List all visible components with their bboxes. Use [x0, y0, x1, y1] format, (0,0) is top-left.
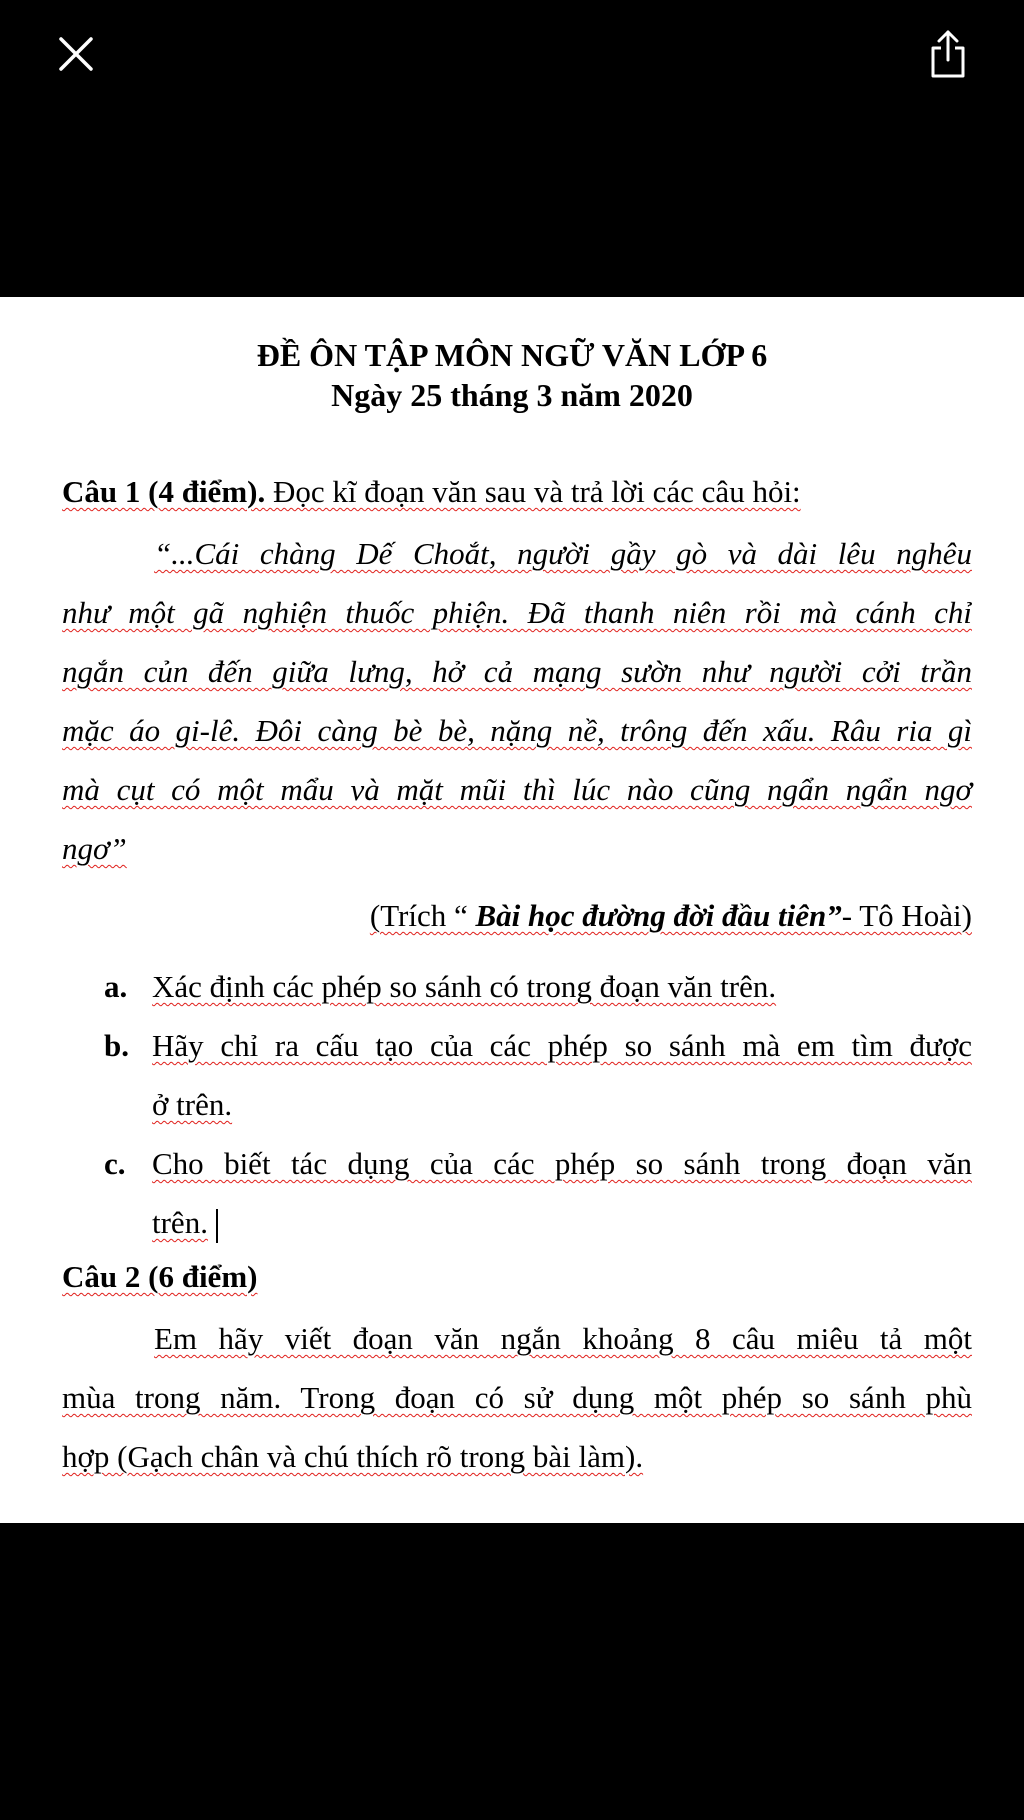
prompt-line: mùa trong năm. Trong đoạn có sử dụng một phép so sánh phù	[62, 1380, 972, 1415]
passage-line: mà cụt có một mẩu và mặt mũi thì lúc nào cũng ngẩn ngẩn ngơ	[62, 772, 972, 807]
passage-line: mặc áo gi-lê. Đôi càng bè bè, nặng nề, trông đến xấu. Râu ria gì	[62, 713, 972, 748]
task-item	[104, 1134, 972, 1252]
task-text: Cho biết tác dụng của các phép so sánh trong đoạn văn	[152, 1146, 972, 1181]
citation-title: Bài học đường đời đầu tiên”	[475, 898, 842, 933]
prompt-line: Em hãy viết đoạn văn ngắn khoảng 8 câu miêu tả một	[154, 1321, 972, 1356]
task-text-with-caret	[152, 1193, 972, 1252]
task-text: trên.	[152, 1205, 208, 1240]
prompt-line: hợp (Gạch chân và chú thích rõ trong bài làm).	[62, 1439, 644, 1474]
task-letter: c.	[104, 1146, 126, 1181]
question-2-label: Câu 2 (6 điểm)	[62, 1259, 258, 1294]
passage-citation	[62, 891, 972, 941]
question-1-label: Câu 1 (4 điểm).	[62, 474, 266, 509]
text-caret	[216, 1209, 218, 1243]
question-1-tasks	[104, 957, 972, 1252]
viewer-toolbar	[0, 0, 1024, 120]
passage-line: ngơ”	[62, 831, 127, 866]
share-icon	[928, 28, 968, 80]
citation-prefix: (Trích “	[369, 898, 476, 933]
question-2-prompt	[62, 1309, 972, 1486]
document-title: ĐỀ ÔN TẬP MÔN NGỮ VĂN LỚP 6	[256, 337, 768, 373]
task-text: Hãy chỉ ra cấu tạo của các phép so sánh mà em tìm được	[152, 1028, 972, 1063]
passage-line: ngắn củn đến giữa lưng, hở cả mạng sườn như người cởi trần	[62, 654, 972, 689]
share-button[interactable]	[916, 22, 980, 86]
question-2-heading	[62, 1257, 257, 1297]
quoted-passage	[62, 524, 972, 878]
task-item	[104, 1016, 972, 1134]
task-item	[104, 957, 972, 1016]
close-button[interactable]	[44, 22, 108, 86]
passage-line: như một gã nghiện thuốc phiện. Đã thanh niên rồi mà cánh chỉ	[62, 595, 972, 630]
task-text: ở trên.	[152, 1087, 233, 1122]
question-1-heading	[62, 472, 801, 512]
task-letter: a.	[104, 969, 128, 1004]
document-date: Ngày 25 tháng 3 năm 2020	[331, 377, 693, 413]
task-text: Xác định các phép so sánh có trong đoạn văn trên.	[152, 969, 777, 1004]
question-1-instruction: Đọc kĩ đoạn văn sau và trả lời các câu hỏi:	[265, 474, 801, 509]
passage-line: “...Cái chàng Dế Choắt, người gầy gò và dài lêu nghêu	[154, 536, 972, 571]
document-page	[0, 297, 1024, 1523]
citation-author: - Tô Hoài)	[841, 898, 972, 933]
task-letter: b.	[104, 1028, 129, 1063]
close-icon	[56, 34, 96, 74]
